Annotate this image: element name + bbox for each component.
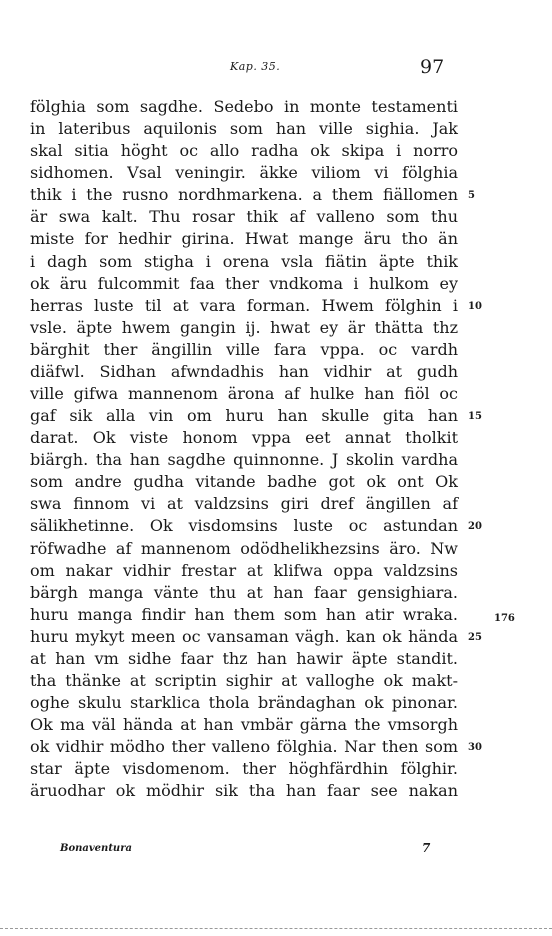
text-line — [30, 471, 458, 493]
line-text: ok äru fulcommit faa ther vndkoma i hulkom ey — [30, 273, 458, 293]
text-line — [30, 295, 482, 317]
line-text: sidhomen. Vsal veningir. äkke viliom vi fölghia — [30, 163, 458, 183]
text-line — [30, 162, 458, 184]
text-line — [30, 449, 458, 471]
text-line — [30, 317, 458, 339]
text-line — [30, 339, 458, 361]
body-text — [30, 96, 490, 803]
text-line — [30, 383, 458, 405]
line-text: skal sitia höght oc allo radha ok skipa i norro — [30, 141, 458, 161]
text-line — [30, 361, 458, 383]
text-line — [30, 118, 458, 140]
line-text: in lateribus aquilonis som han ville sighia. Jak — [30, 119, 458, 139]
line-text: ville gifwa mannenom ärona af hulke han fiöl oc — [30, 384, 458, 404]
line-text: star äpte visdomenom. ther höghfärdhin fölghir. — [30, 759, 458, 779]
text-line — [30, 626, 482, 648]
chapter-heading: Kap. 35. — [230, 60, 281, 73]
signature-mark: Bonaventura — [60, 843, 132, 854]
line-text: Ok ma väl hända at han vmbär gärna the vmsorgh — [30, 715, 458, 735]
line-number: 10 — [468, 300, 482, 312]
text-line — [30, 427, 458, 449]
text-line — [30, 582, 458, 604]
line-text: bärghit ther ängillin ville fara vppa. oc vardh — [30, 339, 458, 359]
line-text: sälikhetinne. Ok visdomsins luste oc astundan — [30, 516, 458, 536]
text-line — [30, 206, 458, 228]
text-line — [30, 538, 458, 560]
line-text: at han vm sidhe faar thz han hawir äpte standit. — [30, 648, 458, 668]
line-number: 5 — [468, 190, 475, 202]
line-text: bärgh manga vänte thu at han faar gensighiara. — [30, 582, 458, 602]
line-text: swa finnom vi at valdzsins giri dref ängillen af — [30, 494, 458, 514]
text-line — [30, 228, 458, 250]
text-line — [30, 273, 458, 295]
text-line — [30, 758, 458, 780]
text-line — [30, 493, 458, 515]
line-text: är swa kalt. Thu rosar thik af valleno som thu — [30, 207, 458, 227]
line-text: röfwadhe af mannenom odödhelikhezsins äro. Nw — [30, 538, 458, 558]
text-line — [30, 96, 458, 118]
line-number: 15 — [468, 411, 482, 423]
line-text: herras luste til at vara forman. Hwem fölghin i — [30, 295, 458, 315]
line-number: 25 — [468, 631, 482, 643]
line-number: 30 — [468, 742, 482, 754]
line-text: diäfwl. Sidhan afwndadhis han vidhir at gudh — [30, 361, 458, 381]
line-text: miste for hedhir girina. Hwat mange äru tho än — [30, 229, 458, 249]
line-text: darat. Ok viste honom vppa eet annat tholkit — [30, 428, 458, 448]
line-text: äruodhar ok mödhir sik tha han faar see nakan — [30, 781, 458, 801]
line-text: oghe skulu starklica thola brändaghan ok pinonar. — [30, 693, 458, 713]
text-line — [30, 184, 475, 206]
bottom-edge-rule — [0, 928, 552, 929]
text-line — [30, 736, 482, 758]
signature-number: 7 — [422, 841, 431, 855]
line-text: vsle. äpte hwem gangin ij. hwat ey är thätta thz — [30, 317, 458, 337]
text-line — [30, 780, 458, 802]
text-line — [30, 692, 458, 714]
line-text: thik i the rusno nordhmarkena. a them fiällomen — [30, 185, 458, 205]
line-number: 20 — [468, 521, 482, 533]
page-number: 97 — [420, 56, 445, 78]
text-line — [30, 251, 458, 273]
text-line — [30, 648, 458, 670]
line-text: huru mykyt meen oc vansaman vägh. kan ok hända — [30, 626, 458, 646]
text-line — [30, 714, 458, 736]
line-text: i dagh som stigha i orena vsla fiätin äpte thik — [30, 251, 458, 271]
text-line — [30, 604, 458, 626]
margin-page-reference: 176 — [494, 613, 515, 624]
text-line — [30, 140, 458, 162]
line-text: gaf sik alla vin om huru han skulle gita han — [30, 406, 458, 426]
text-line — [30, 515, 482, 537]
line-text: fölghia som sagdhe. Sedebo in monte testamenti — [30, 97, 458, 116]
line-text: ok vidhir mödho ther valleno fölghia. Nar then som — [30, 737, 458, 757]
text-line — [30, 670, 458, 692]
text-line — [30, 560, 458, 582]
line-text: huru manga findir han them som han atir wraka. — [30, 604, 458, 624]
line-text: om nakar vidhir frestar at klifwa oppa valdzsins — [30, 560, 458, 580]
text-line — [30, 405, 482, 427]
line-text: som andre gudha vitande badhe got ok ont Ok — [30, 472, 458, 492]
line-text: tha thänke at scriptin sighir at valloghe ok makt- — [30, 671, 458, 691]
line-text: biärgh. tha han sagdhe quinnonne. J skolin vardha — [30, 450, 458, 470]
